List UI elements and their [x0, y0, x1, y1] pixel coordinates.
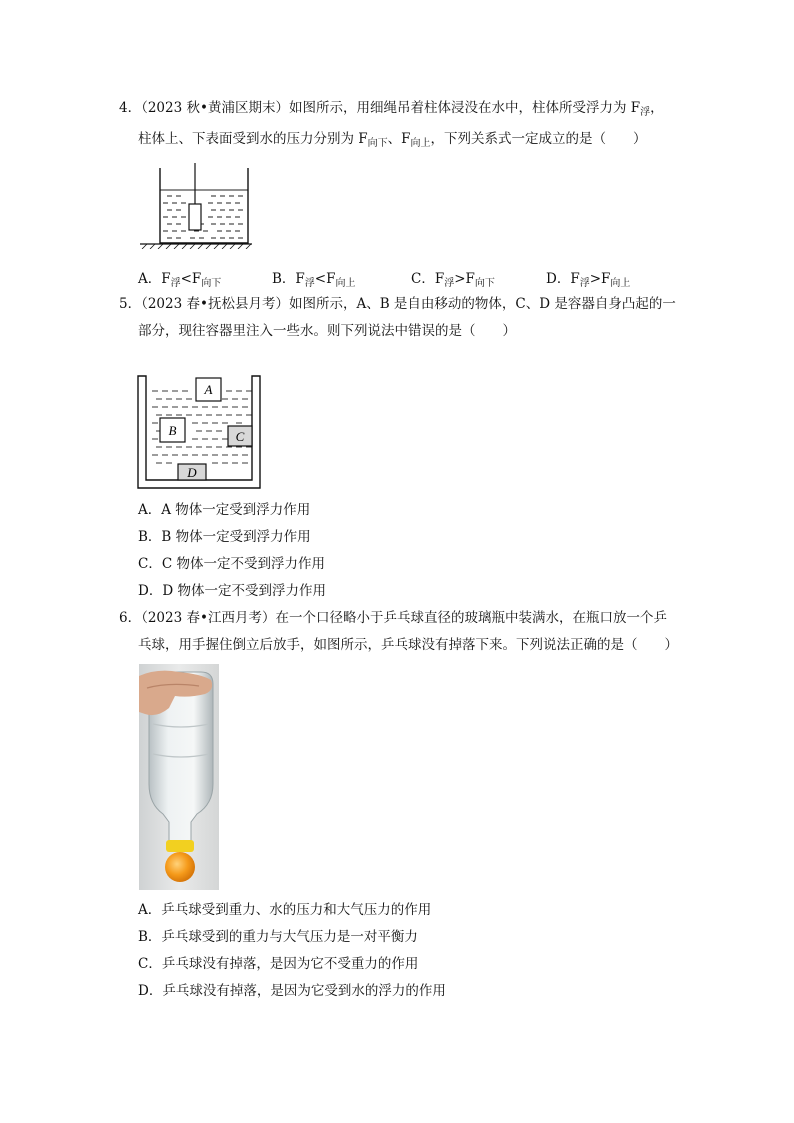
q5-option-c[interactable]: C．C 物体一定不受到浮力作用	[138, 556, 325, 572]
option-text: >F	[454, 271, 475, 287]
ground-hatch	[142, 244, 251, 249]
question-6-line-1	[119, 605, 679, 632]
question-4-line-2	[119, 126, 679, 157]
question-5	[119, 291, 679, 345]
question-source: （2023 春•抚松县月考）	[141, 296, 289, 312]
subscript: 浮	[170, 278, 181, 289]
q6-option-b[interactable]: B．乒乓球受到的重力与大气压力是一对平衡力	[138, 929, 418, 945]
option-label: D．F	[546, 271, 580, 287]
question-text: 部分，现往容器里注入一些水。则下列说法中错误的是（ ）	[138, 323, 516, 339]
question-text: 在一个口径略小于乒乓球直径的玻璃瓶中装满水，在瓶口放一个乒	[275, 610, 667, 626]
option-label: A．F	[138, 271, 171, 287]
question-text: 如图所示，A、B 是自由移动的物体，C、D 是容器自身凸起的一	[288, 296, 676, 312]
water-dashes	[163, 196, 243, 238]
subscript: 向上	[335, 278, 356, 289]
block-b-label: B	[168, 423, 177, 438]
q6-option-d[interactable]: D．乒乓球没有掉落，是因为它受到水的浮力的作用	[138, 983, 446, 999]
block-a-label: A	[204, 382, 213, 397]
beaker-wall	[160, 168, 248, 243]
subscript: 向上	[410, 138, 431, 149]
option-label: C．F	[411, 271, 445, 287]
question-text: 如图所示，用细绳吊着柱体浸没在水中，柱体所受浮力为 F	[288, 100, 641, 116]
q5-option-a[interactable]: A．A 物体一定受到浮力作用	[138, 502, 311, 518]
question-number: 6．	[119, 610, 142, 626]
option-text: <F	[314, 271, 336, 287]
question-text: 乓球，用手握住倒立后放手，如图所示，乒乓球没有掉落下来。下列说法正确的是（ ）	[138, 637, 678, 653]
q4-figure-beaker	[138, 163, 254, 249]
question-6-line-2	[119, 632, 679, 659]
question-5-line-1	[119, 291, 679, 318]
q4-option-d[interactable]	[546, 267, 630, 289]
ping-pong-ball	[165, 852, 195, 882]
question-number: 4．	[119, 100, 142, 116]
question-4-line-1	[119, 95, 679, 126]
option-text: <F	[180, 271, 202, 287]
subscript: 向下	[201, 278, 222, 289]
question-text: ，下列关系式一定成立的是（ ）	[430, 131, 647, 147]
q5-option-d[interactable]: D．D 物体一定不受到浮力作用	[138, 583, 326, 599]
subscript: 向下	[367, 138, 388, 149]
block-c-label: C	[235, 429, 245, 444]
option-label: B．F	[272, 271, 305, 287]
question-source: （2023 秋•黄浦区期末）	[141, 100, 289, 116]
q6-option-a[interactable]: A．乒乓球受到重力、水的压力和大气压力的作用	[138, 902, 432, 918]
subscript: 向下	[474, 278, 495, 289]
question-5-line-2	[119, 318, 679, 345]
subscript: 浮	[640, 107, 651, 118]
subscript: 向上	[610, 278, 631, 289]
cylinder	[189, 204, 201, 230]
q6-photo-bottle	[139, 664, 219, 890]
question-4	[119, 95, 679, 157]
question-text: 、F	[387, 131, 411, 147]
question-number: 5．	[119, 296, 142, 312]
question-6	[119, 605, 679, 659]
question-text: ，	[650, 100, 664, 116]
question-source: （2023 春•江西月考）	[141, 610, 276, 626]
q4-option-b[interactable]	[272, 267, 355, 289]
bottle-cap-ring	[166, 840, 194, 852]
block-d-label: D	[187, 465, 197, 480]
q4-option-a[interactable]	[138, 267, 221, 289]
q5-option-b[interactable]: B．B 物体一定受到浮力作用	[138, 529, 311, 545]
subscript: 浮	[304, 278, 315, 289]
subscript: 浮	[444, 278, 455, 289]
option-text: >F	[589, 271, 611, 287]
q6-option-c[interactable]: C．乒乓球没有掉落，是因为它不受重力的作用	[138, 956, 419, 972]
q4-option-c[interactable]	[411, 267, 495, 289]
q5-figure-container	[136, 374, 262, 490]
subscript: 浮	[579, 278, 590, 289]
question-text: 柱体上、下表面受到水的压力分别为 F	[138, 131, 368, 147]
